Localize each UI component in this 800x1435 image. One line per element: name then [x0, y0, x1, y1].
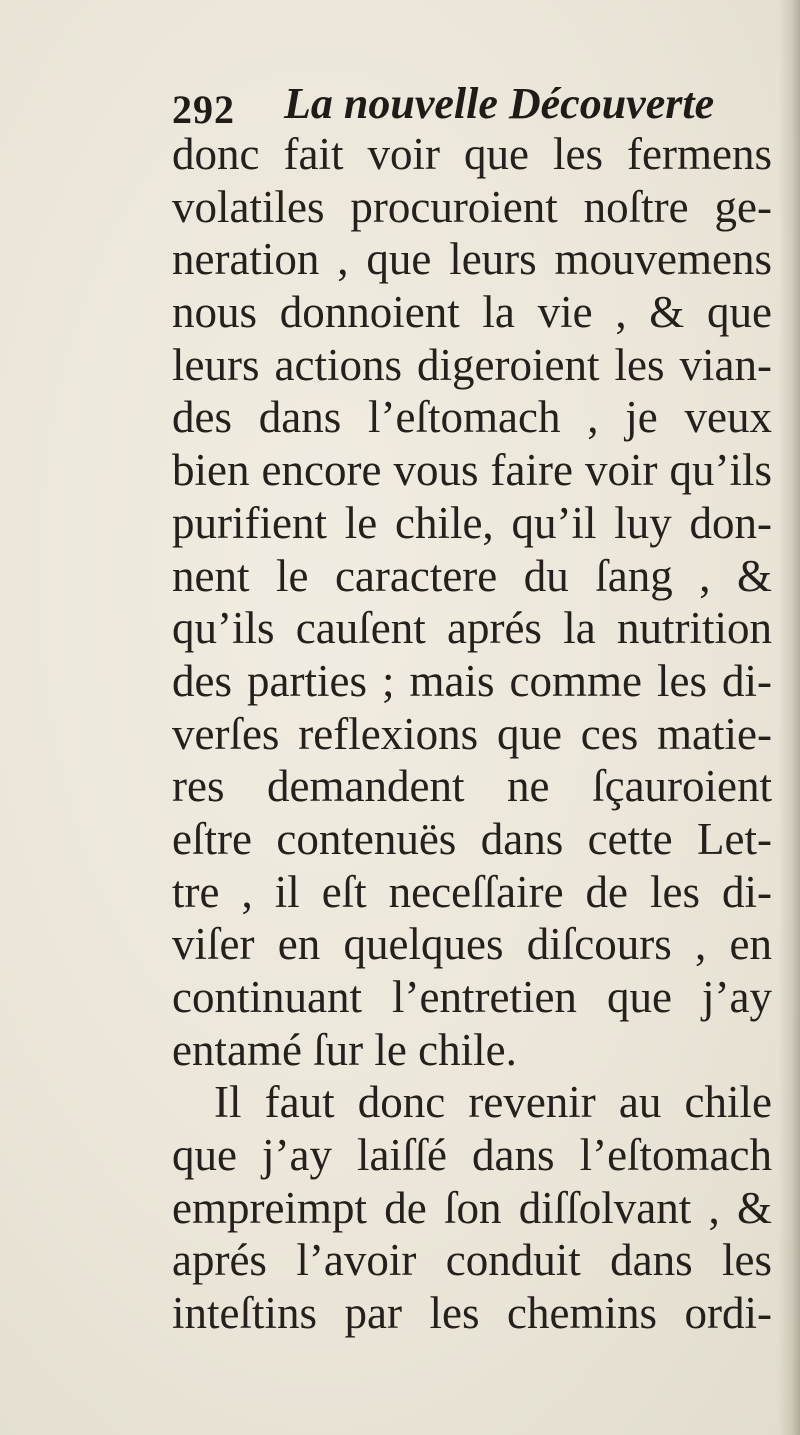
page-number: 292 [172, 87, 235, 132]
paragraph-end-line: entamé ſur le chile. [172, 1024, 517, 1075]
text-line: inteſtins par les chemins ordi- [172, 1288, 772, 1339]
running-title: La nouvelle Découverte [284, 79, 715, 128]
paragraph-start-line: Il faut donc revenir au chile [214, 1077, 772, 1128]
text-line: purifient le chile, qu’il luy don- [172, 497, 772, 548]
text-line: res demandent ne ſçauroient [172, 761, 772, 812]
text-line: neration , que leurs mouvemens [172, 234, 772, 285]
text-line: viſer en quelques diſcours , en [172, 919, 772, 970]
text-line: donc fait voir que les fermens [172, 129, 772, 179]
text-line: continuant l’entretien que j’ay [172, 972, 772, 1022]
text-line: aprés l’avoir conduit dans les [172, 1235, 772, 1286]
text-line: des dans l’eſtomach , je veux [172, 392, 772, 443]
text-line: bien encore vous faire voir qu’ils [172, 445, 772, 496]
text-line: nous donnoient la vie , & que [172, 287, 772, 338]
text-line: volatiles procuroient noſtre ge- [172, 181, 772, 232]
text-line: verſes reflexions que ces matie- [172, 708, 772, 759]
text-line: empreimpt de ſon diſſolvant , & [172, 1182, 772, 1233]
text-line: eſtre contenuës dans cette Let- [172, 813, 772, 864]
text-line: que j’ay laiſſé dans l’eſtomach [172, 1130, 772, 1181]
text-line: qu’ils cauſent aprés la nutrition [172, 603, 772, 654]
page-edge-shadow [778, 0, 800, 1435]
text-line: leurs actions digeroient les vian- [172, 339, 772, 390]
body-text [172, 128, 772, 1340]
text-line: nent le caractere du ſang , & [172, 550, 772, 601]
text-line: tre , il eſt neceſſaire de les di- [172, 866, 772, 917]
text-line: des parties ; mais comme les di- [172, 655, 772, 706]
